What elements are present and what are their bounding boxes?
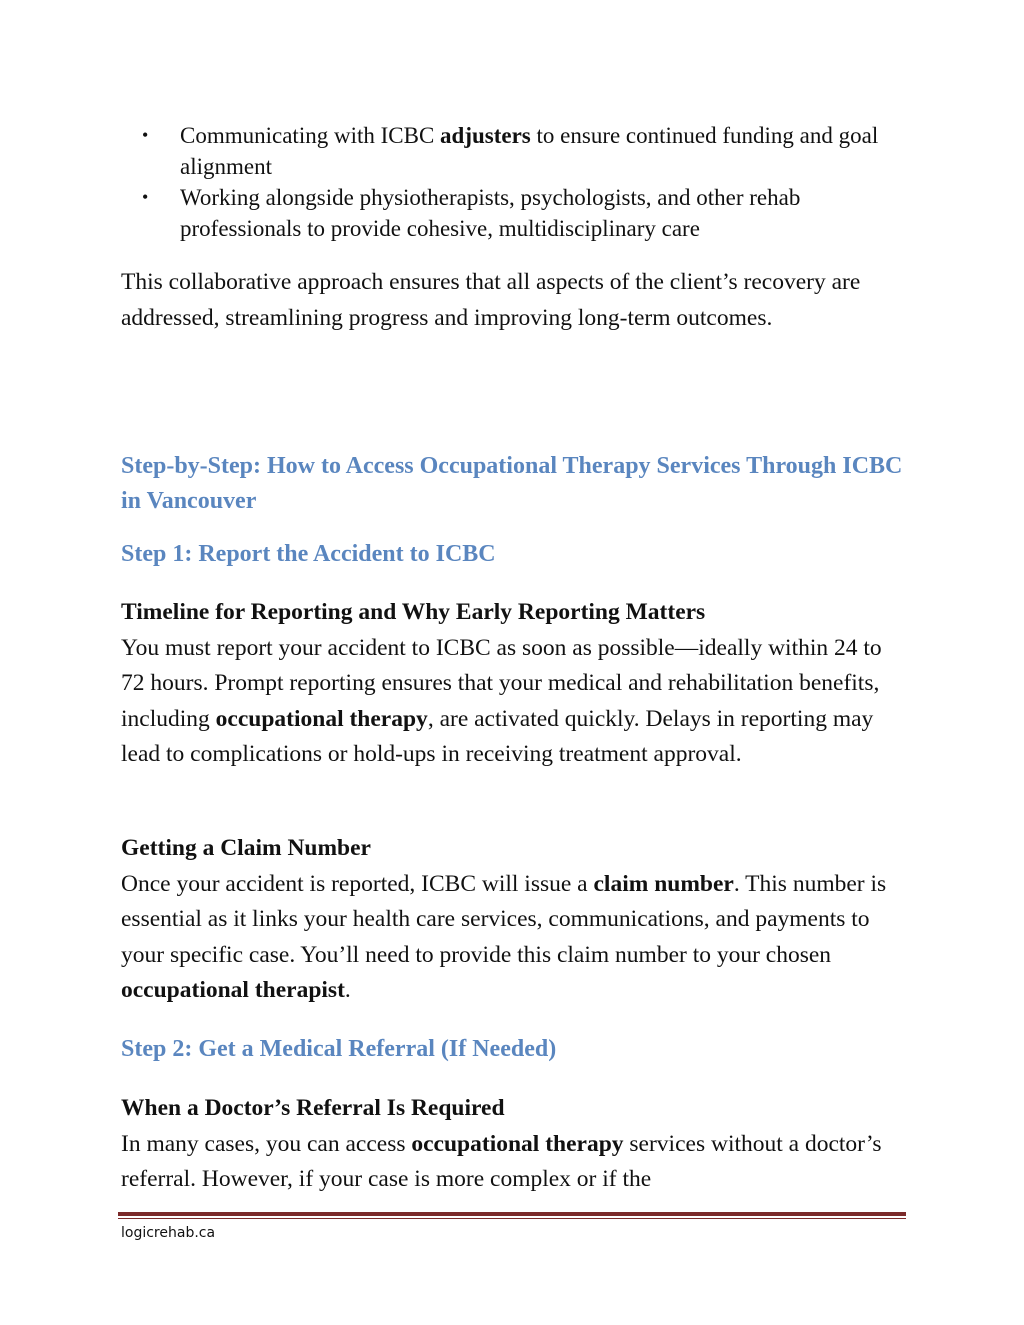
list-item: [142, 120, 912, 182]
bullet-list: [142, 120, 912, 244]
footer-site: logicrehab.ca: [121, 1225, 216, 1241]
claim-text: . This number is essential as it links your health care services, communications, and payments to your specific case. You’ll need to provide this claim number to your chosen: [121, 870, 887, 968]
timeline-bold: occupational therapy: [215, 705, 428, 732]
bullet-icon: •: [142, 187, 149, 207]
timeline-block: [121, 595, 911, 773]
claim-text: .: [344, 977, 351, 1003]
list-item: [142, 182, 912, 244]
referral-bold: occupational therapy: [411, 1130, 624, 1157]
claim-subheading: Getting a Claim Number: [121, 835, 371, 861]
claim-text: Once your accident is reported, ICBC will issue a: [121, 870, 594, 897]
step1-heading: Step 1: Report the Accident to ICBC: [121, 541, 496, 567]
claim-block: [121, 831, 911, 1009]
referral-text: In many cases, you can access: [121, 1130, 412, 1157]
timeline-text: You must report your accident to ICBC as soon as possible—ideally within 24 to 72 hours. Prompt reporting ensures that your medical and rehabilitation benefits, including: [121, 634, 882, 732]
section-heading: Step-by-Step: How to Access Occupational Therapy Services Through ICBC in Vancouver: [121, 453, 903, 514]
list-item-bold: adjusters: [440, 123, 531, 148]
timeline-subheading: Timeline for Reporting and Why Early Reporting Matters: [121, 599, 706, 625]
bullet-icon: •: [142, 125, 149, 145]
claim-bold: claim number: [593, 870, 734, 897]
footer-rule-thin: [118, 1218, 906, 1219]
list-item-text: Communicating with ICBC: [180, 123, 441, 148]
collab-paragraph: This collaborative approach ensures that all aspects of the client’s recovery are addressed, streamlining progress and improving long-term outcomes.: [121, 269, 861, 331]
referral-subheading: When a Doctor’s Referral Is Required: [121, 1095, 505, 1121]
step2-heading: Step 2: Get a Medical Referral (If Needed): [121, 1036, 557, 1062]
list-item-text: Working alongside physiotherapists, psychologists, and other rehab professionals to provide cohesive, multidisciplinary care: [180, 185, 801, 241]
referral-text: services without a doctor’s referral. However, if your case is more complex or if the: [121, 1130, 882, 1192]
claim-bold: occupational therapist: [121, 977, 345, 1003]
referral-block: [121, 1091, 911, 1198]
list-item-text: to ensure continued funding and goal alignment: [180, 123, 879, 179]
timeline-text: , are activated quickly. Delays in reporting may lead to complications or hold-ups in receiving treatment approval.: [121, 705, 874, 767]
footer-rule: [118, 1212, 906, 1216]
